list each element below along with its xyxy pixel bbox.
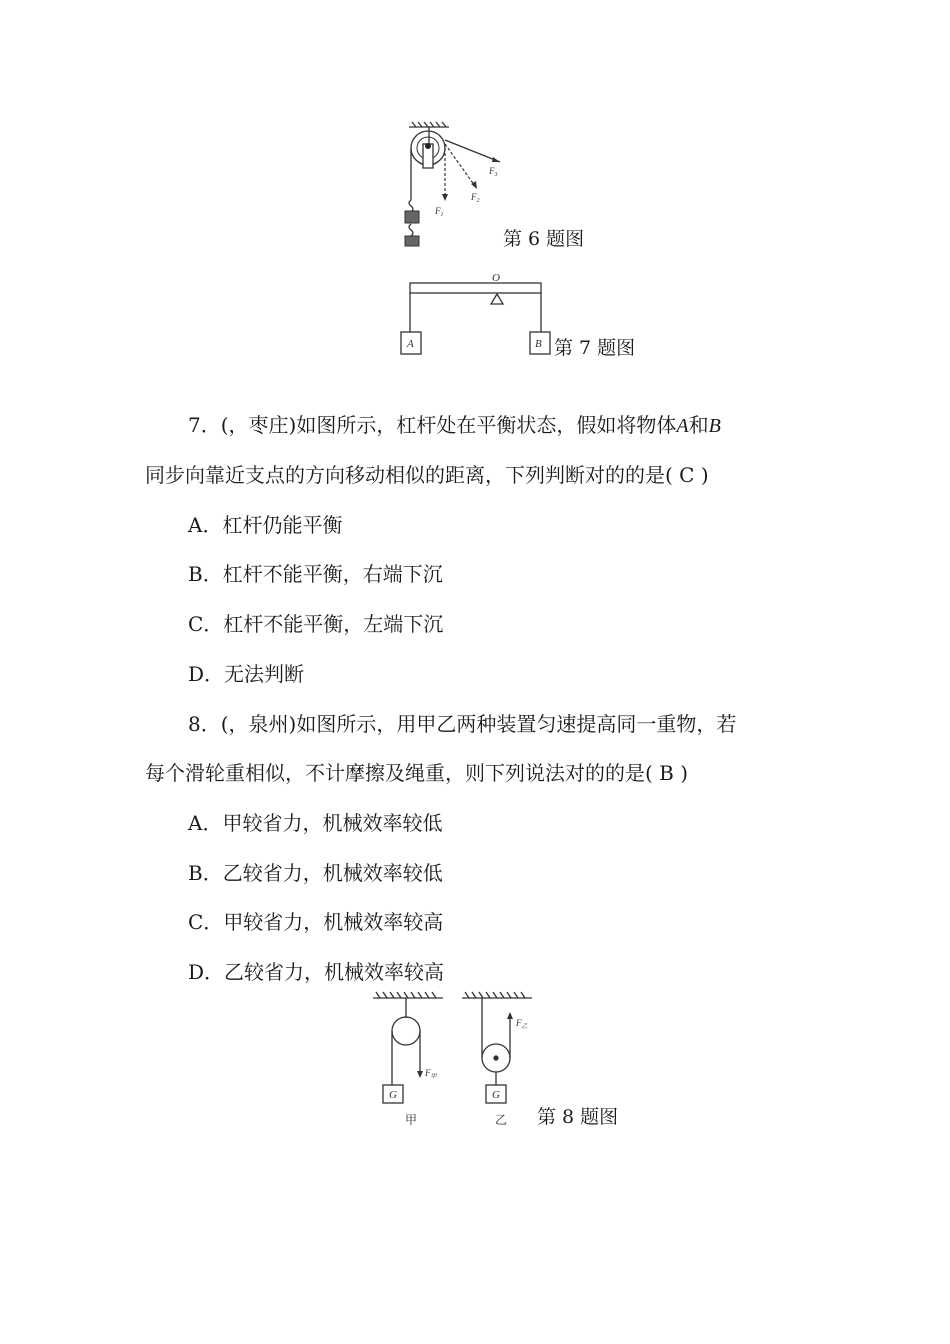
fulcrum-o-label: O <box>492 272 500 284</box>
figure-6-pulley-diagram <box>395 118 520 248</box>
f2-label: $F_2$ <box>471 192 480 204</box>
f3-label: $F_3$ <box>489 166 498 178</box>
f1-label: $F_1$ <box>435 206 444 218</box>
question-8-option-b: B．乙较省力，机械效率较低 <box>188 861 443 885</box>
question-8-stem-cont: 每个滑轮重相似，不计摩擦及绳重，则下列说法对的的是( B ) <box>145 761 689 785</box>
question-7-option-d: D．无法判断 <box>188 662 305 686</box>
object-a-label: A <box>407 338 414 350</box>
question-8-number: 8． <box>188 712 221 736</box>
weight-g-yi-label: G <box>492 1089 500 1101</box>
question-7-answer: ( C ) <box>665 463 709 487</box>
question-8-option-d: D．乙较省力，机械效率较高 <box>188 960 445 984</box>
force-yi-label: $F_乙$ <box>516 1018 528 1030</box>
question-7-stem: 7．(，枣庄)如图所示，杠杆处在平衡状态，假如将物体A和B <box>188 413 721 437</box>
weight-g-jia-label: G <box>389 1089 397 1101</box>
question-7-source: (，枣庄) <box>220 413 297 437</box>
question-8-source: (，泉州) <box>220 712 297 736</box>
question-7-number: 7． <box>188 413 221 437</box>
device-yi-label: 乙 <box>495 1113 508 1127</box>
question-8-option-c: C．甲较省力，机械效率较高 <box>188 910 444 934</box>
question-8-stem: 8．(，泉州)如图所示，用甲乙两种装置匀速提高同一重物，若 <box>188 712 737 736</box>
device-jia-label: 甲 <box>405 1113 418 1127</box>
figure-8-caption: 第 8 题图 <box>537 1106 619 1128</box>
figure-7-caption: 第 7 题图 <box>554 337 636 359</box>
force-jia-label: $F_甲$ <box>425 1068 437 1080</box>
question-7-stem-cont: 同步向靠近支点的方向移动相似的距离，下列判断对的的是( C ) <box>145 463 709 487</box>
figure-8-pulley-diagram <box>365 988 540 1128</box>
figure-7-lever-diagram <box>395 268 555 358</box>
object-b-label: B <box>535 338 542 350</box>
question-8-option-a: A．甲较省力，机械效率较低 <box>188 811 443 835</box>
figure-6-caption: 第 6 题图 <box>503 228 585 250</box>
question-7-option-b: B．杠杆不能平衡，右端下沉 <box>188 562 443 586</box>
question-7-option-c: C．杠杆不能平衡，左端下沉 <box>188 612 444 636</box>
question-8-answer: ( B ) <box>645 761 689 785</box>
question-7-option-a: A．杠杆仍能平衡 <box>188 513 343 537</box>
